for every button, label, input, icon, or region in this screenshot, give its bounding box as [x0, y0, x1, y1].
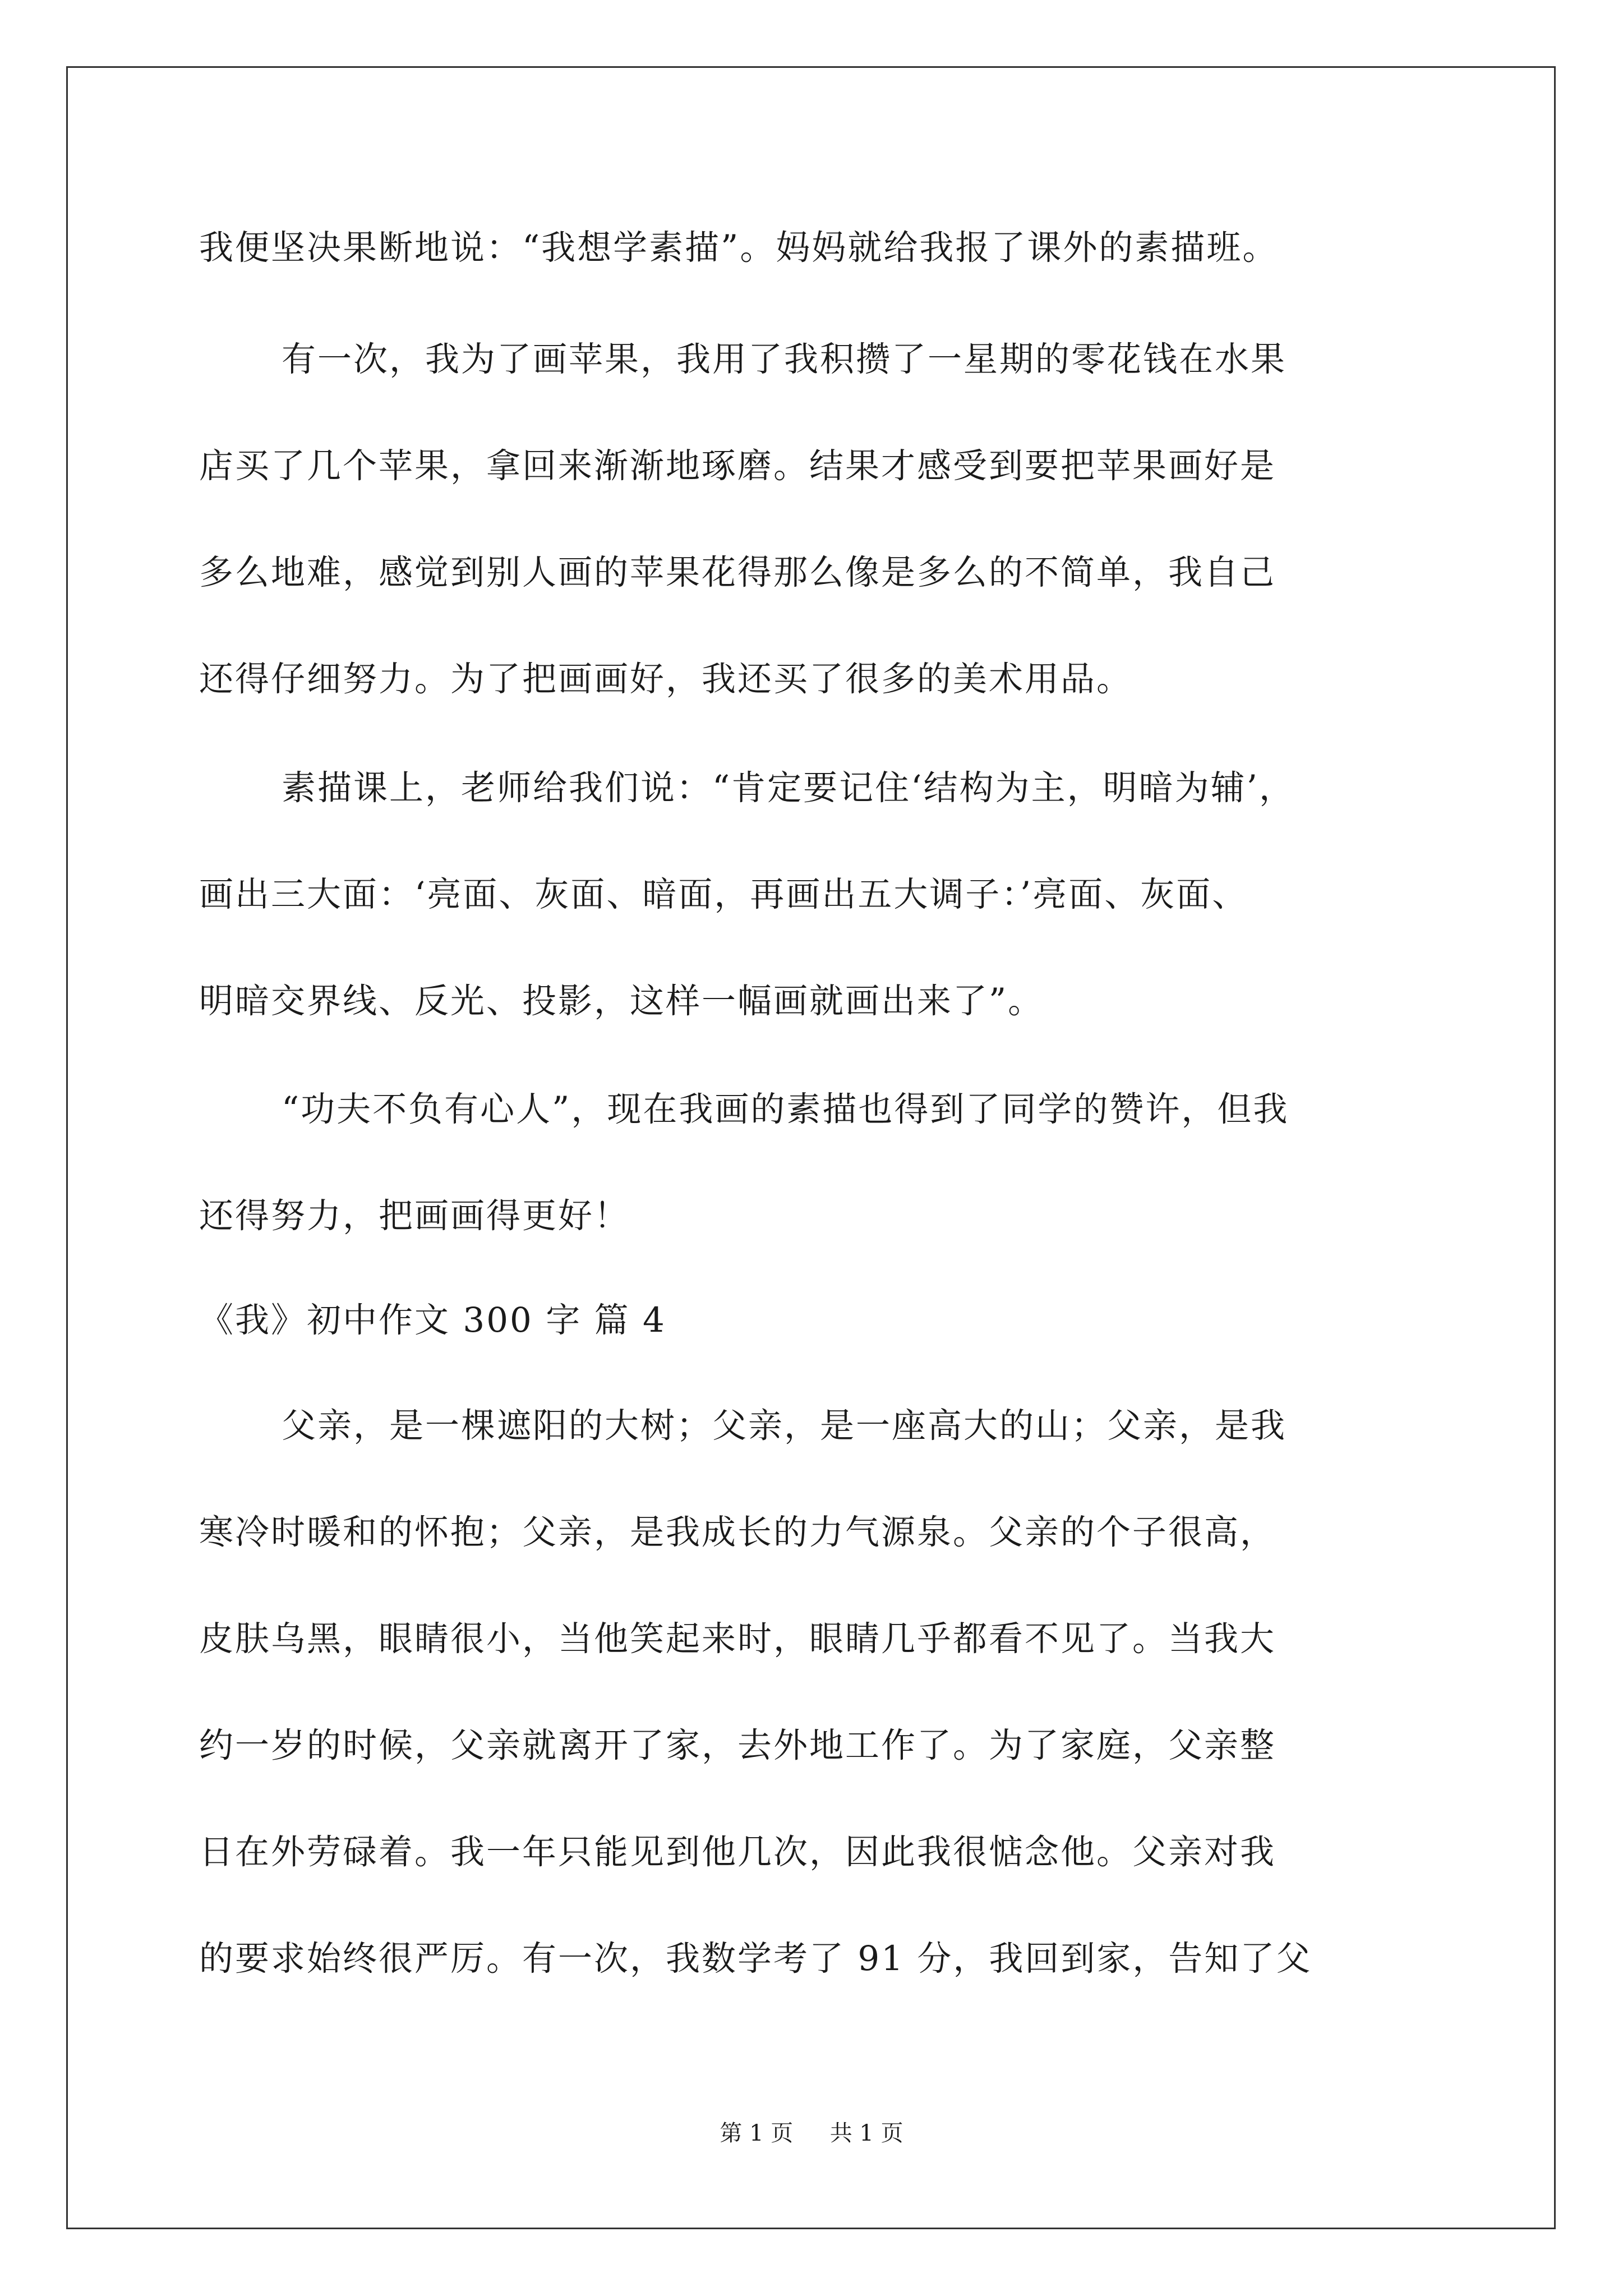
paragraph-line: 的要求始终很严厉。有一次，我数学考了 91 分，我回到家，告知了父	[199, 1939, 1312, 1978]
page-border	[66, 66, 1556, 2229]
paragraph-line: 店买了几个苹果，拿回来渐渐地琢磨。结果才感受到要把苹果画好是	[199, 446, 1276, 486]
paragraph-line: 多么地难，感觉到别人画的苹果花得那么像是多么的不简单，我自己	[199, 553, 1276, 592]
paragraph-line: 我便坚决果断地说：“我想学素描”。妈妈就给我报了课外的素描班。	[199, 228, 1279, 268]
paragraph-line: 还得努力，把画画得更好！	[199, 1196, 630, 1236]
paragraph-line: 寒冷时暖和的怀抱；父亲，是我成长的力气源泉。父亲的个子很高，	[199, 1512, 1276, 1552]
page-number: 第 1 页	[720, 2120, 794, 2146]
section-heading: 《我》初中作文 300 字 篇 4	[199, 1300, 666, 1340]
paragraph-line: 明暗交界线、反光、投影，这样一幅画就画出来了”。	[199, 981, 1044, 1021]
paragraph-line: 有一次，我为了画苹果，我用了我积攒了一星期的零花钱在水果	[282, 339, 1287, 379]
paragraph-line: 还得仔细努力。为了把画画好，我还买了很多的美术用品。	[199, 659, 1133, 699]
paragraph-line: 素描课上，老师给我们说：“肯定要记住‘结构为主，明暗为辅’，	[282, 768, 1295, 808]
paragraph-line: 日在外劳碌着。我一年只能见到他几次，因此我很惦念他。父亲对我	[199, 1832, 1276, 1872]
paragraph-line: 父亲，是一棵遮阳的大树；父亲，是一座高大的山；父亲，是我	[282, 1406, 1287, 1446]
page-total: 共 1 页	[829, 2120, 903, 2146]
paragraph-line: 画出三大面：‘亮面、灰面、暗面，再画出五大调子：’亮面、灰面、	[199, 875, 1248, 914]
paragraph-line: 约一岁的时候，父亲就离开了家，去外地工作了。为了家庭，父亲整	[199, 1726, 1276, 1765]
paragraph-line: “功夫不负有心人”，现在我画的素描也得到了同学的赞许，但我	[282, 1089, 1289, 1129]
paragraph-line: 皮肤乌黑，眼睛很小，当他笑起来时，眼睛几乎都看不见了。当我大	[199, 1619, 1276, 1659]
page-footer	[0, 2118, 1623, 2149]
